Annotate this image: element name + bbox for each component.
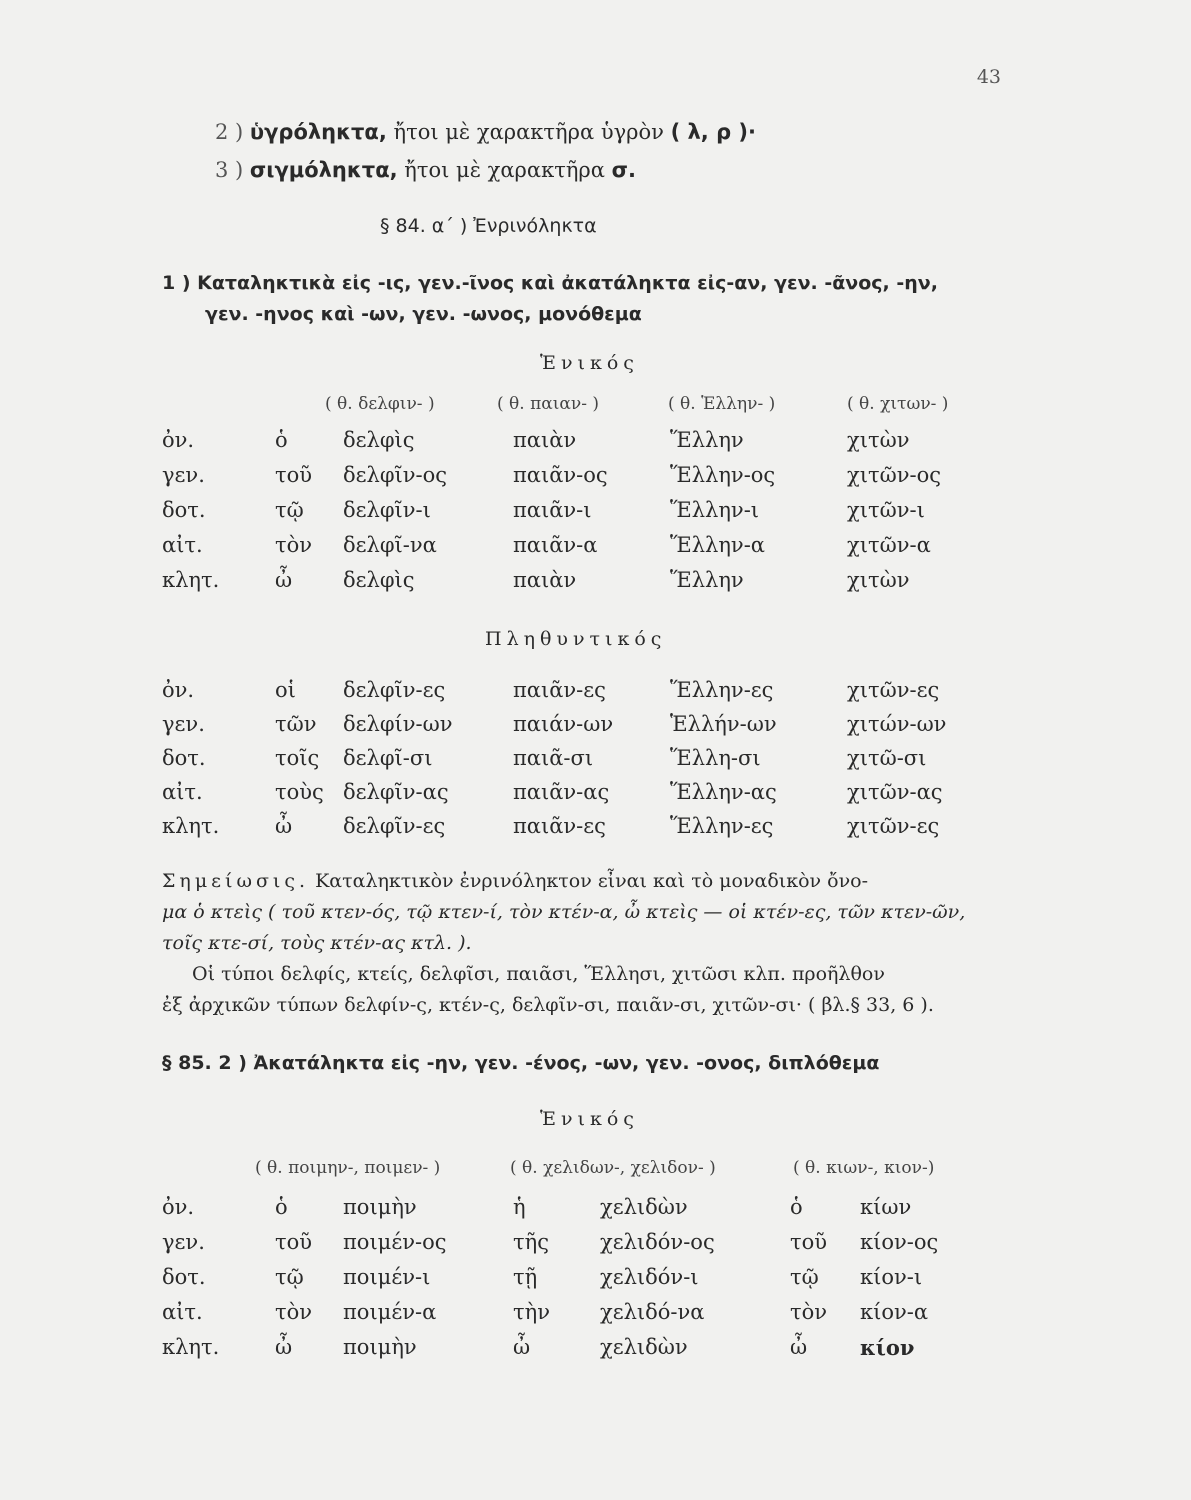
form-chelidon: χελιδὼν [600,1195,688,1219]
form-poimen: ποιμέν-ι [343,1265,431,1289]
form-hellen: Ἕλλην-ες [670,678,774,702]
form-paian: παιᾶν-ες [513,814,606,838]
form-paian: παιᾶν-α [513,533,598,557]
form-delphis: δελφῖν-ες [343,814,446,838]
note-paragraph [162,866,1008,1021]
article-2: ὦ [513,1335,531,1359]
form-chiton: χιτῶ-σι [847,746,927,770]
case-label: γεν. [162,712,205,736]
stem-poimen: ( θ. ποιμην-, ποιμεν- ) [255,1158,441,1178]
page-number: 43 [976,66,1001,88]
stem-4: ( θ. χιτων- ) [847,394,949,414]
case-label: αἰτ. [162,533,203,557]
form-paian: παιᾶν-ας [513,780,610,804]
form-hellen: Ἕλλη-σι [670,746,761,770]
section85-title: § 85. 2 ) Ἀκατάληκτα εἰς -ην, γεν. -ένος, -ων, γεν. -ονος, διπλόθεμα [162,1052,880,1074]
form-chiton: χιτὼν [847,568,910,592]
form-delphis: δελφὶς [343,428,415,452]
note-line-3: τοῖς κτε-σί, τοὺς κτέν-ας κτλ. ). [162,932,472,954]
note2-line-2: ἐξ ἀρχικῶν τύπων δελφίν-ς, κτέν-ς, δελφῖν-σι, παιᾶν-σι, χιτῶν-σι· ( βλ.§ 33, 6 ). [162,994,934,1016]
note-text-1: Καταληκτικὸν ἐνρινόληκτον εἶναι καὶ τὸ μοναδικὸν ὄνο- [315,870,868,892]
intro-rest: ἤτοι μὲ χαρακτῆρα [404,158,605,182]
form-poimen: ποιμέν-α [343,1300,437,1324]
form-delphis: δελφῖ-σι [343,746,433,770]
intro-term: σιγμόληκτα, [249,158,398,182]
form-hellen: Ἑλλήν-ων [670,712,777,736]
form-chiton: χιτών-ων [847,712,947,736]
form-paian: παιᾶν-ι [513,498,592,522]
case-label: δοτ. [162,1265,206,1289]
section84-title: § 84. α΄ ) Ἐνρινόληκτα [380,215,597,237]
form-delphis: δελφῖν-ας [343,780,449,804]
article-3: τῷ [790,1265,819,1289]
article-3: τὸν [790,1300,828,1324]
form-hellen: Ἕλλην-ος [670,463,776,487]
form-chiton: χιτῶν-ες [847,814,940,838]
form-chiton: χιτῶν-ος [847,463,941,487]
case-label: γεν. [162,463,205,487]
case-label: δοτ. [162,746,206,770]
case-label: ὀν. [162,428,195,452]
form-chiton: χιτῶν-ες [847,678,940,702]
form-delphis: δελφῖν-ος [343,463,448,487]
case-label: κλητ. [162,568,220,592]
stem-3: ( θ. Ἑλλην- ) [668,394,776,414]
plural-heading: Πληθυντικός [485,628,667,650]
form-chiton: χιτῶν-ι [847,498,925,522]
stem-2: ( θ. παιαν- ) [497,394,599,414]
stem-chelidon: ( θ. χελιδων-, χελιδον- ) [510,1158,716,1178]
case-label: κλητ. [162,1335,220,1359]
form-kion: κίον-ι [860,1265,923,1289]
form-chelidon: χελιδὼν [600,1335,688,1359]
singular-heading: Ἑνικός [540,352,639,374]
note-label: Σημείωσις. [162,870,310,892]
form-kion: κίον-ος [860,1230,939,1254]
form-delphis: δελφῖν-ες [343,678,446,702]
article: ὦ [275,814,293,838]
form-hellen: Ἕλλην [670,428,744,452]
case-label: γεν. [162,1230,205,1254]
article: τοὺς [275,780,324,804]
article-2: τῆς [513,1230,549,1254]
form-kion: κίων [860,1195,912,1219]
form-paian: παιᾶν-ες [513,678,606,702]
note2-line-1: Οἱ τύποι δελφίς, κτείς, δελφῖσι, παιᾶσι, Ἕλλησι, χιτῶσι κλπ. προῆλθον [192,963,885,985]
article-1: τοῦ [275,1230,313,1254]
article-2: ἡ [513,1195,526,1219]
case-label: αἰτ. [162,1300,203,1324]
form-kion: κίον-α [860,1300,929,1324]
article: ὁ [275,428,288,452]
note-line-2: μα ὁ κτεὶς ( τοῦ κτεν-ός, τῷ κτεν-ί, τὸν κτέν-α, ὦ κτεὶς — οἱ κτέν-ες, τῶν κτεν-ῶν, [162,901,966,923]
form-poimen: ποιμὴν [343,1195,417,1219]
article-3: ὦ [790,1335,808,1359]
intro-num: 2 ) [215,120,244,144]
form-delphis: δελφῖν-ι [343,498,431,522]
form-poimen: ποιμέν-ος [343,1230,447,1254]
intro-extra: σ. [611,158,636,182]
intro-num: 3 ) [215,158,244,182]
article-1: ὦ [275,1335,293,1359]
form-chiton: χιτὼν [847,428,910,452]
form-hellen: Ἕλλην [670,568,744,592]
form-paian: παιὰν [513,428,577,452]
note-line-1 [162,866,1008,897]
form-paian: παιᾶ-σι [513,746,594,770]
case-label: ὀν. [162,1195,195,1219]
section85-singular-heading: Ἑνικός [540,1108,639,1130]
section84-subtitle-1: 1 ) Καταληκτικὰ εἰς -ις, γεν.-ῖνος καὶ ἀκατάληκτα εἰς-αν, γεν. -ᾶνος, -ην, [162,272,938,294]
form-hellen: Ἕλλην-α [670,533,765,557]
form-paian: παιὰν [513,568,577,592]
article: οἱ [275,678,296,702]
article: τὸν [275,533,313,557]
case-label: δοτ. [162,498,206,522]
article-1: τῷ [275,1265,304,1289]
form-chiton: χιτῶν-ας [847,780,943,804]
article-2: τῇ [513,1265,538,1289]
article: ὦ [275,568,293,592]
intro-line-2 [215,120,756,144]
case-label: ὀν. [162,678,195,702]
form-chelidon: χελιδόν-ος [600,1230,715,1254]
article: τῶν [275,712,317,736]
form-delphis: δελφῖ-να [343,533,437,557]
form-paian: παιᾶν-ος [513,463,608,487]
form-chelidon: χελιδόν-ι [600,1265,699,1289]
form-delphis: δελφίν-ων [343,712,453,736]
form-paian: παιάν-ων [513,712,614,736]
article: τῷ [275,498,304,522]
section84-subtitle-2: γεν. -ηνος καὶ -ων, γεν. -ωνος, μονόθεμα [205,303,642,325]
form-hellen: Ἕλλην-ας [670,780,777,804]
case-label: αἰτ. [162,780,203,804]
form-hellen: Ἕλλην-ι [670,498,760,522]
case-label: κλητ. [162,814,220,838]
article-3: τοῦ [790,1230,828,1254]
intro-rest: ἤτοι μὲ χαρακτῆρα ὑγρὸν [393,120,664,144]
form-hellen: Ἕλλην-ες [670,814,774,838]
intro-extra: ( λ, ρ )· [670,120,756,144]
intro-line-3 [215,158,636,182]
form-chiton: χιτῶν-α [847,533,931,557]
stem-kion: ( θ. κιων-, κιον-) [793,1158,935,1178]
article-1: τὸν [275,1300,313,1324]
form-chelidon: χελιδό-να [600,1300,705,1324]
form-delphis: δελφὶς [343,568,415,592]
article-2: τὴν [513,1300,550,1324]
article-1: ὁ [275,1195,288,1219]
form-poimen: ποιμὴν [343,1335,417,1359]
article: τοῖς [275,746,320,770]
article: τοῦ [275,463,313,487]
form-kion: κίον [860,1335,915,1360]
stem-1: ( θ. δελφιν- ) [325,394,435,414]
intro-term: ὑγρόληκτα, [249,120,387,144]
article-3: ὁ [790,1195,803,1219]
